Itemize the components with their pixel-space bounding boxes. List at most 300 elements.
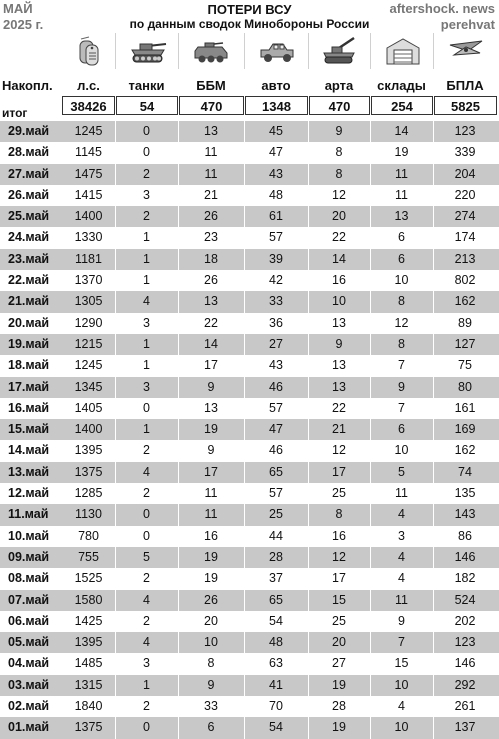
row-date: 09.май	[8, 549, 50, 564]
cell-personnel: 1370	[74, 273, 103, 288]
column-divider	[370, 611, 371, 632]
cell-afv: 14	[204, 336, 218, 351]
column-divider	[308, 249, 309, 270]
column-divider	[433, 419, 434, 440]
cell-uav: 213	[454, 251, 476, 266]
column-divider	[308, 142, 309, 163]
cell-auto: 48	[269, 635, 283, 650]
cell-uav: 524	[454, 592, 476, 607]
cell-depots: 11	[395, 187, 408, 202]
table-row	[0, 142, 499, 163]
column-divider	[178, 377, 179, 398]
cell-tanks: 4	[143, 464, 150, 479]
cell-uav: 802	[454, 273, 476, 288]
column-divider	[178, 419, 179, 440]
cell-tanks: 4	[143, 294, 150, 309]
column-divider	[115, 206, 116, 227]
cell-artillery: 12	[332, 443, 346, 458]
column-divider	[433, 398, 434, 419]
cell-depots: 4	[398, 571, 405, 586]
table-row	[0, 313, 499, 334]
cell-uav: 274	[454, 209, 476, 224]
cell-personnel: 1130	[75, 507, 102, 522]
row-date: 15.май	[8, 422, 50, 437]
cell-artillery: 8	[335, 166, 343, 181]
cell-personnel: 1840	[74, 699, 103, 714]
column-divider	[115, 504, 116, 525]
cell-afv: 20	[204, 613, 218, 628]
cell-artillery: 19	[332, 720, 346, 735]
header-depots: склады	[377, 78, 426, 93]
cell-auto: 70	[269, 699, 283, 714]
column-divider	[178, 121, 179, 142]
row-date: 16.май	[8, 400, 50, 415]
cell-depots: 4	[398, 507, 405, 522]
column-divider	[308, 611, 309, 632]
cell-auto: 45	[269, 124, 283, 138]
column-divider	[178, 675, 179, 696]
column-divider	[178, 717, 179, 738]
cell-tanks: 2	[143, 699, 150, 714]
column-divider	[178, 270, 179, 291]
cell-afv: 11	[204, 486, 218, 501]
column-divider	[370, 590, 371, 611]
cell-depots: 3	[398, 528, 405, 543]
column-divider	[244, 249, 245, 270]
column-divider	[308, 377, 309, 398]
column-divider	[178, 249, 179, 270]
column-divider	[244, 483, 245, 504]
cell-auto: 27	[269, 336, 283, 351]
table-row	[0, 590, 499, 611]
cell-artillery: 8	[335, 507, 343, 522]
cell-personnel: 1245	[74, 124, 103, 138]
cell-afv: 11	[204, 145, 218, 160]
cell-afv: 19	[204, 571, 218, 586]
cell-depots: 13	[394, 209, 409, 224]
column-divider	[370, 355, 371, 376]
column-divider	[244, 398, 245, 419]
column-divider	[115, 185, 116, 206]
column-divider	[178, 440, 179, 461]
column-divider	[244, 547, 245, 568]
cell-uav: 123	[454, 124, 476, 138]
cell-tanks: 1	[143, 336, 150, 351]
cell-afv: 19	[204, 422, 218, 437]
column-divider	[370, 568, 371, 589]
column-divider	[308, 206, 309, 227]
column-divider	[178, 164, 179, 185]
cell-artillery: 21	[332, 422, 346, 437]
column-divider	[370, 696, 371, 717]
column-divider	[433, 462, 434, 483]
cell-depots: 10	[394, 443, 409, 458]
cell-afv: 19	[204, 549, 218, 564]
column-divider	[178, 632, 179, 653]
cell-tanks: 2	[143, 209, 150, 224]
row-date: 06.май	[8, 613, 50, 628]
row-date: 29.май	[8, 124, 50, 138]
column-divider	[370, 398, 371, 419]
table-row	[0, 462, 499, 483]
cell-depots: 8	[398, 336, 405, 351]
cell-tanks: 2	[143, 166, 150, 181]
column-divider	[244, 611, 245, 632]
cell-personnel: 1305	[74, 294, 103, 309]
cell-afv: 26	[204, 592, 218, 607]
column-divider	[178, 313, 179, 334]
column-divider	[178, 355, 179, 376]
cell-uav: 169	[454, 422, 476, 437]
row-date: 24.май	[8, 230, 50, 245]
header-afv: ББМ	[196, 78, 226, 93]
table-row	[0, 717, 499, 738]
armored-vehicle-icon	[178, 33, 245, 69]
cell-auto: 54	[269, 720, 283, 735]
column-divider	[244, 696, 245, 717]
cell-artillery: 27	[332, 656, 346, 671]
cell-auto: 43	[269, 166, 283, 181]
cell-uav: 162	[454, 443, 476, 458]
cell-uav: 162	[454, 294, 476, 309]
column-divider	[308, 462, 309, 483]
table-row	[0, 227, 499, 248]
total-label: итог	[2, 106, 28, 120]
column-divider	[178, 590, 179, 611]
column-divider	[115, 313, 116, 334]
cell-depots: 7	[398, 358, 405, 373]
column-divider	[115, 334, 116, 355]
column-divider	[370, 377, 371, 398]
column-divider	[115, 547, 116, 568]
cell-auto: 63	[269, 656, 283, 671]
column-divider	[244, 590, 245, 611]
cell-uav: 146	[454, 656, 476, 671]
cell-auto: 41	[269, 677, 283, 692]
column-divider	[115, 419, 116, 440]
cell-depots: 9	[398, 613, 405, 628]
column-divider	[178, 568, 179, 589]
column-divider	[370, 227, 371, 248]
column-divider	[308, 121, 309, 142]
column-divider	[115, 291, 116, 312]
cell-uav: 174	[454, 230, 476, 245]
soldier-tag-icon	[62, 33, 115, 69]
column-divider	[115, 270, 116, 291]
cell-artillery: 8	[335, 145, 343, 160]
cell-tanks: 0	[143, 400, 150, 415]
row-date: 17.май	[8, 379, 50, 394]
cell-tanks: 0	[143, 720, 150, 735]
column-divider	[244, 462, 245, 483]
tank-icon	[115, 33, 179, 69]
cell-afv: 17	[204, 464, 218, 479]
column-divider	[433, 291, 434, 312]
cell-personnel: 1395	[74, 635, 103, 650]
cell-artillery: 13	[332, 379, 346, 394]
cell-artillery: 22	[332, 230, 346, 245]
cell-personnel: 1345	[74, 379, 103, 394]
column-divider	[433, 249, 434, 270]
table-row	[0, 568, 499, 589]
column-divider	[308, 653, 309, 674]
column-divider	[178, 653, 179, 674]
cell-artillery: 12	[332, 549, 346, 564]
column-divider	[178, 504, 179, 525]
column-divider	[178, 526, 179, 547]
header-auto: авто	[261, 78, 291, 93]
row-date: 04.май	[8, 656, 50, 671]
table-row	[0, 206, 499, 227]
cell-artillery: 9	[335, 124, 343, 138]
cell-auto: 33	[269, 294, 283, 309]
column-divider	[244, 568, 245, 589]
table-row	[0, 675, 499, 696]
row-date: 10.май	[8, 528, 50, 543]
column-divider	[115, 227, 116, 248]
cell-personnel: 1425	[74, 613, 103, 628]
cell-artillery: 17	[332, 571, 346, 586]
column-divider	[308, 227, 309, 248]
column-divider	[178, 334, 179, 355]
column-divider	[370, 313, 371, 334]
cell-depots: 8	[398, 294, 405, 309]
cell-personnel: 1290	[74, 315, 103, 330]
column-divider	[370, 717, 371, 738]
jeep-icon	[244, 33, 309, 69]
cell-tanks: 1	[143, 422, 150, 437]
cell-artillery: 20	[332, 209, 346, 224]
cell-afv: 22	[204, 315, 218, 330]
column-divider	[433, 483, 434, 504]
column-divider	[115, 249, 116, 270]
cell-uav: 202	[454, 613, 476, 628]
column-divider	[115, 632, 116, 653]
column-divider	[370, 419, 371, 440]
column-divider	[433, 185, 434, 206]
cell-personnel: 1485	[74, 656, 103, 671]
cell-auto: 57	[269, 400, 283, 415]
column-divider	[370, 462, 371, 483]
cell-depots: 6	[398, 422, 405, 437]
column-divider	[115, 590, 116, 611]
total-depots: 254	[371, 96, 433, 115]
column-divider	[370, 632, 371, 653]
column-divider	[244, 313, 245, 334]
warehouse-icon	[370, 33, 434, 69]
row-date: 14.май	[8, 443, 50, 458]
column-divider	[370, 504, 371, 525]
header-tanks: танки	[128, 78, 165, 93]
cell-uav: 146	[454, 549, 476, 564]
row-date: 03.май	[8, 677, 50, 692]
cell-tanks: 0	[143, 124, 150, 138]
table-row	[0, 440, 499, 461]
cell-artillery: 14	[332, 251, 346, 266]
column-divider	[308, 313, 309, 334]
cell-tanks: 1	[143, 358, 150, 373]
column-divider	[115, 675, 116, 696]
cell-auto: 57	[269, 486, 283, 501]
cell-personnel: 780	[78, 528, 99, 543]
total-auto: 1348	[245, 96, 308, 115]
column-divider	[308, 419, 309, 440]
cell-afv: 9	[207, 379, 215, 394]
cell-tanks: 3	[143, 379, 150, 394]
column-divider	[308, 185, 309, 206]
table-row	[0, 164, 499, 185]
cell-afv: 23	[204, 230, 218, 245]
row-date: 01.май	[8, 720, 50, 735]
column-divider	[308, 568, 309, 589]
column-divider	[308, 717, 309, 738]
cell-afv: 18	[204, 251, 218, 266]
column-divider	[178, 227, 179, 248]
cell-tanks: 1	[143, 251, 150, 266]
column-divider	[115, 121, 116, 142]
cell-depots: 14	[394, 124, 409, 138]
row-date: 05.май	[8, 635, 50, 650]
cell-uav: 204	[454, 166, 476, 181]
cell-personnel: 1525	[74, 571, 103, 586]
cell-tanks: 1	[143, 273, 150, 288]
total-afv: 470	[179, 96, 244, 115]
column-divider	[115, 398, 116, 419]
cell-personnel: 1330	[74, 230, 103, 245]
table-row	[0, 249, 499, 270]
cell-depots: 11	[395, 486, 408, 501]
column-divider	[115, 164, 116, 185]
column-headers	[0, 77, 499, 95]
column-divider	[308, 675, 309, 696]
table-row	[0, 483, 499, 504]
cell-afv: 11	[204, 166, 218, 181]
cell-tanks: 3	[143, 656, 150, 671]
column-divider	[115, 611, 116, 632]
column-divider	[308, 504, 309, 525]
column-divider	[433, 164, 434, 185]
column-divider	[244, 377, 245, 398]
cell-auto: 25	[269, 507, 283, 522]
cell-personnel: 1245	[74, 358, 103, 373]
column-divider	[433, 355, 434, 376]
column-divider	[370, 270, 371, 291]
column-divider	[244, 440, 245, 461]
column-divider	[433, 568, 434, 589]
column-divider	[433, 632, 434, 653]
cell-afv: 26	[204, 273, 218, 288]
title-sub: по данным сводок Минобороны России	[129, 17, 370, 31]
cell-auto: 46	[269, 443, 283, 458]
column-divider	[244, 504, 245, 525]
column-divider	[370, 164, 371, 185]
cell-artillery: 28	[332, 699, 346, 714]
column-divider	[308, 547, 309, 568]
cell-uav: 143	[454, 507, 476, 522]
column-divider	[115, 526, 116, 547]
cell-uav: 137	[454, 720, 476, 735]
totals-row	[0, 95, 499, 117]
row-date: 07.май	[8, 592, 50, 607]
column-divider	[244, 355, 245, 376]
column-divider	[244, 419, 245, 440]
column-divider	[115, 717, 116, 738]
column-divider	[433, 313, 434, 334]
column-divider	[308, 696, 309, 717]
column-divider	[115, 653, 116, 674]
cell-tanks: 5	[143, 549, 150, 564]
cell-personnel: 1395	[74, 443, 103, 458]
table-row	[0, 653, 499, 674]
cell-afv: 10	[204, 635, 218, 650]
column-divider	[115, 355, 116, 376]
cell-auto: 39	[269, 251, 283, 266]
cell-afv: 16	[204, 528, 218, 543]
cell-auto: 57	[269, 230, 283, 245]
cell-afv: 26	[204, 209, 218, 224]
table-row	[0, 526, 499, 547]
column-divider	[308, 291, 309, 312]
column-divider	[308, 632, 309, 653]
column-divider	[308, 398, 309, 419]
column-divider	[370, 675, 371, 696]
row-date: 20.май	[8, 315, 50, 330]
column-divider	[115, 440, 116, 461]
column-divider	[308, 483, 309, 504]
column-divider	[178, 696, 179, 717]
cell-afv: 17	[204, 358, 218, 373]
cell-afv: 13	[204, 124, 218, 138]
column-divider	[244, 526, 245, 547]
row-date: 18.май	[8, 358, 50, 373]
column-divider	[178, 185, 179, 206]
cell-auto: 47	[269, 145, 283, 160]
source-line-2: perehvat	[440, 17, 495, 32]
column-divider	[370, 249, 371, 270]
cell-depots: 9	[398, 379, 405, 394]
cell-tanks: 0	[143, 528, 150, 543]
cell-uav: 261	[454, 699, 476, 714]
cell-afv: 8	[207, 656, 215, 671]
header-uav: БПЛА	[446, 78, 484, 93]
total-personnel: 38426	[62, 96, 115, 115]
cell-tanks: 0	[143, 145, 150, 160]
column-divider	[433, 440, 434, 461]
cell-auto: 43	[269, 358, 283, 373]
cell-auto: 48	[269, 187, 283, 202]
year-label: 2025 г.	[3, 17, 44, 32]
column-divider	[244, 121, 245, 142]
table-row	[0, 696, 499, 717]
cell-personnel: 1285	[74, 486, 103, 501]
cell-uav: 86	[458, 528, 472, 543]
cell-uav: 161	[454, 400, 476, 415]
cell-uav: 292	[454, 677, 476, 692]
cell-uav: 182	[454, 571, 476, 586]
column-divider	[178, 142, 179, 163]
column-divider	[244, 291, 245, 312]
cell-depots: 11	[395, 166, 408, 181]
column-divider	[433, 121, 434, 142]
row-date: 26.май	[8, 187, 50, 202]
cell-uav: 127	[454, 336, 476, 351]
cell-tanks: 2	[143, 571, 150, 586]
cell-auto: 36	[269, 315, 283, 330]
page-title	[0, 2, 499, 32]
column-divider	[244, 632, 245, 653]
table-row	[0, 355, 499, 376]
header-personnel: л.с.	[77, 78, 100, 93]
